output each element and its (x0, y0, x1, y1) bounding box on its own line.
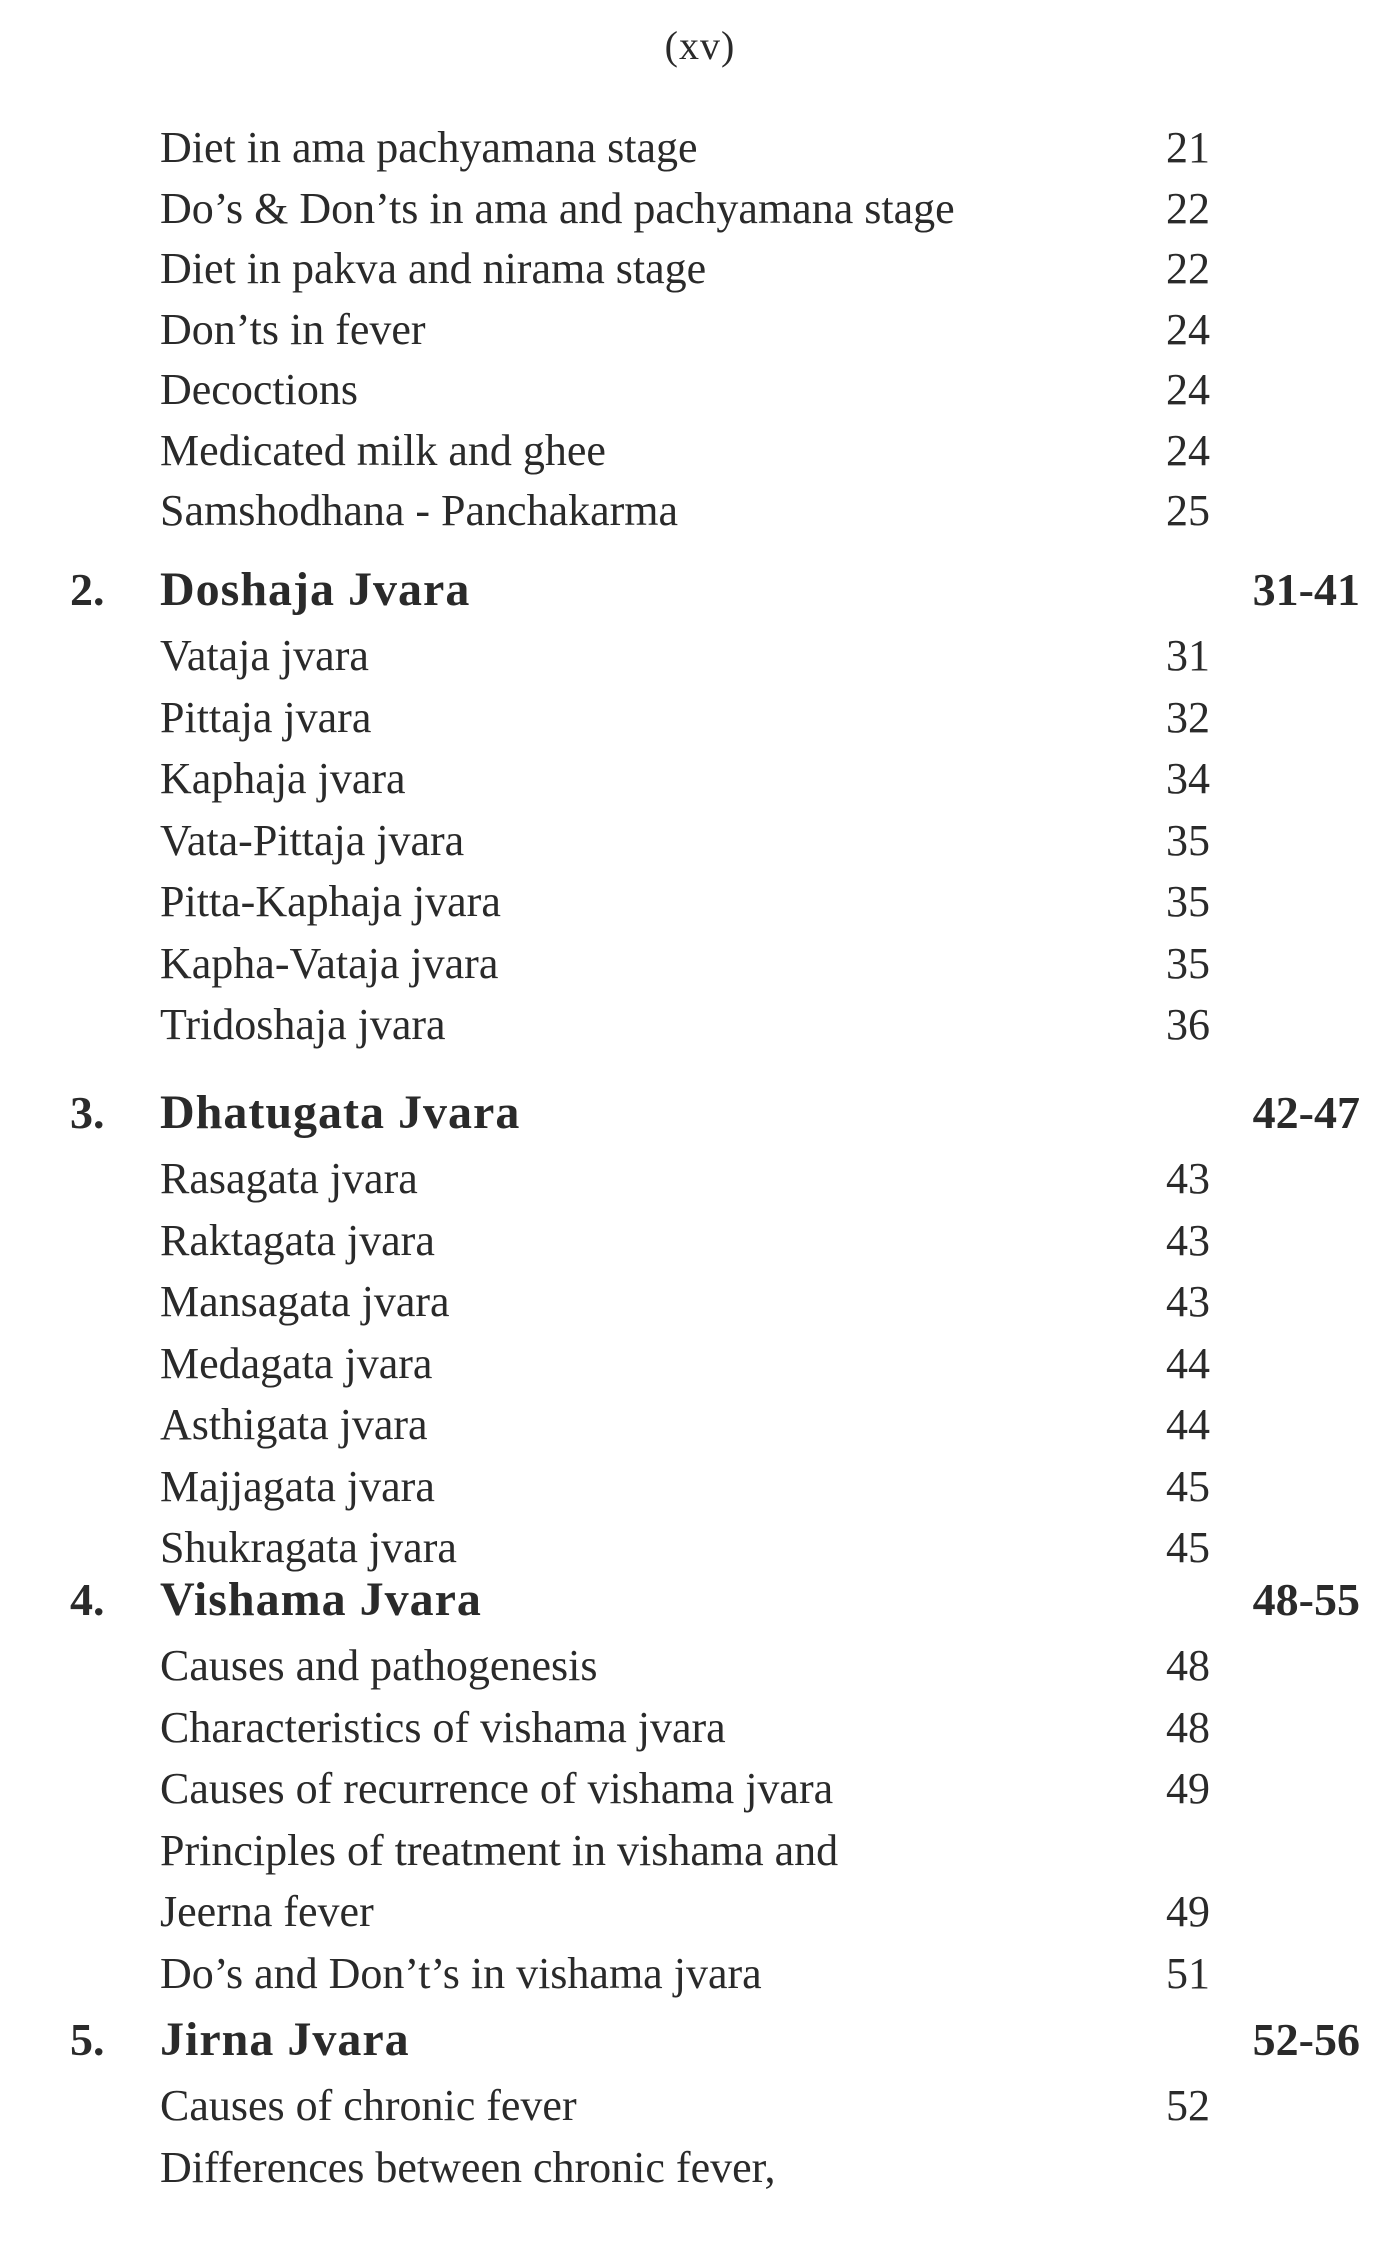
toc-entry-title: Characteristics of vishama jvara (160, 1702, 726, 1752)
toc-entry (0, 1211, 1400, 1271)
toc-entry (0, 1759, 1400, 1819)
toc-entry (0, 1149, 1400, 1209)
toc-section-heading (0, 560, 1400, 620)
toc-entry-page: 43 (1166, 1277, 1210, 1326)
toc-entry-title: Kaphaja jvara (160, 754, 406, 803)
toc-entry (0, 934, 1400, 994)
toc-entry (0, 360, 1400, 420)
toc-entry-title: Raktagata jvara (160, 1215, 435, 1265)
toc-entry (0, 1882, 1400, 1942)
toc-entry (0, 811, 1400, 871)
toc-entry-title: Do’s & Don’ts in ama and pachyamana stage (160, 183, 955, 233)
toc-entry-title: Vata-Pittaja jvara (160, 815, 465, 865)
toc-entry-page: 31 (1166, 631, 1210, 680)
toc-entry (0, 179, 1400, 239)
toc-entry-title: Principles of treatment in vishama and (160, 1825, 839, 1875)
section-number: 4. (70, 1574, 105, 1625)
toc-entry-page: 44 (1166, 1400, 1210, 1449)
toc-section-heading (0, 2010, 1400, 2070)
toc-entry-page: 49 (1166, 1887, 1210, 1936)
toc-entry (0, 1518, 1400, 1578)
toc-entry-title: Do’s and Don’t’s in vishama jvara (160, 1948, 762, 1998)
toc-entry-title: Jeerna fever (160, 1887, 374, 1936)
toc-entry-title: Pitta-Kaphaja jvara (160, 877, 501, 926)
toc-entry-page: 51 (1166, 1948, 1210, 1998)
toc-entry-page: 49 (1166, 1764, 1210, 1813)
toc-entry-title: Don’ts in fever (160, 304, 426, 354)
toc-entry (0, 872, 1400, 932)
section-page-range: 48-55 (1252, 1574, 1360, 1625)
toc-entry-title: Causes and pathogenesis (160, 1641, 598, 1690)
toc-entry-title: Causes of recurrence of vishama jvara (160, 1764, 834, 1813)
toc-entry-page: 21 (1166, 123, 1210, 172)
toc-entry (0, 688, 1400, 748)
section-number: 5. (70, 2014, 105, 2065)
toc-entry-page: 22 (1166, 244, 1210, 293)
toc-entry-title: Differences between chronic fever, (160, 2142, 776, 2192)
toc-entry-page: 36 (1166, 1000, 1210, 1049)
toc-section-heading (0, 1083, 1400, 1143)
section-title: Dhatugata Jvara (160, 1086, 521, 1139)
toc-entry-page: 32 (1166, 692, 1210, 742)
toc-entry-page: 48 (1166, 1702, 1210, 1752)
section-page-range: 42-47 (1252, 1087, 1360, 1138)
toc-entry (0, 1636, 1400, 1696)
toc-entry (0, 2076, 1400, 2136)
toc-entry-title: Mansagata jvara (160, 1277, 450, 1326)
toc-entry-title: Kapha-Vataja jvara (160, 938, 499, 988)
toc-entry-page: 24 (1166, 365, 1210, 414)
section-page-range: 31-41 (1252, 564, 1360, 615)
section-number: 2. (70, 564, 105, 615)
toc-entry (0, 1395, 1400, 1455)
toc-entry-title: Diet in pakva and nirama stage (160, 244, 707, 293)
toc-entry-title: Medicated milk and ghee (160, 425, 606, 475)
section-title: Doshaja Jvara (160, 563, 471, 616)
toc-entry-title: Shukragata jvara (160, 1523, 457, 1572)
toc-entry (0, 1944, 1400, 2004)
toc-entry-page: 35 (1166, 938, 1210, 988)
toc-entry (0, 995, 1400, 1055)
toc-entry-page: 25 (1166, 486, 1210, 535)
page-number: (xv) (664, 23, 736, 68)
toc-entry (0, 481, 1400, 541)
section-title: Jirna Jvara (160, 2013, 410, 2066)
toc-entry-title: Medagata jvara (160, 1338, 433, 1388)
toc-entry-title: Pittaja jvara (160, 692, 372, 742)
section-page-range: 52-56 (1252, 2014, 1360, 2065)
toc-entry-page: 24 (1166, 425, 1210, 475)
section-number: 3. (70, 1087, 105, 1138)
toc-entry-page: 45 (1166, 1523, 1210, 1572)
toc-entry (0, 2138, 1400, 2198)
toc-entry (0, 1334, 1400, 1394)
toc-entry-page: 24 (1166, 304, 1210, 354)
toc-entry-title: Tridoshaja jvara (160, 1000, 446, 1049)
toc-entry-page: 44 (1166, 1338, 1210, 1388)
toc-entry-page: 52 (1166, 2081, 1210, 2130)
toc-section-heading (0, 1570, 1400, 1630)
toc-entry-title: Majjagata jvara (160, 1461, 435, 1511)
toc-entry-page: 22 (1166, 183, 1210, 233)
toc-entry-page: 34 (1166, 754, 1210, 803)
toc-entry (0, 1457, 1400, 1517)
toc-entry-title: Diet in ama pachyamana stage (160, 123, 698, 172)
section-title: Vishama Jvara (160, 1573, 482, 1626)
toc-entry-title: Samshodhana - Panchakarma (160, 486, 679, 535)
toc-entry-page: 45 (1166, 1461, 1210, 1511)
toc-entry (0, 1821, 1400, 1881)
toc-entry-title: Decoctions (160, 365, 358, 414)
toc-entry-page: 43 (1166, 1215, 1210, 1265)
toc-entry (0, 300, 1400, 360)
toc-entry-title: Asthigata jvara (160, 1400, 428, 1449)
toc-entry (0, 1698, 1400, 1758)
toc-entry (0, 1272, 1400, 1332)
toc-entry-page: 43 (1166, 1154, 1210, 1203)
toc-entry (0, 118, 1400, 178)
toc-entry-page: 35 (1166, 815, 1210, 865)
toc-entry-title: Causes of chronic fever (160, 2081, 577, 2130)
toc-entry (0, 626, 1400, 686)
toc-entry (0, 749, 1400, 809)
toc-entry-title: Vataja jvara (160, 631, 369, 680)
toc-entry (0, 421, 1400, 481)
toc-entry (0, 239, 1400, 299)
toc-entry-page: 48 (1166, 1641, 1210, 1690)
toc-entry-title: Rasagata jvara (160, 1154, 418, 1203)
toc-entry-page: 35 (1166, 877, 1210, 926)
